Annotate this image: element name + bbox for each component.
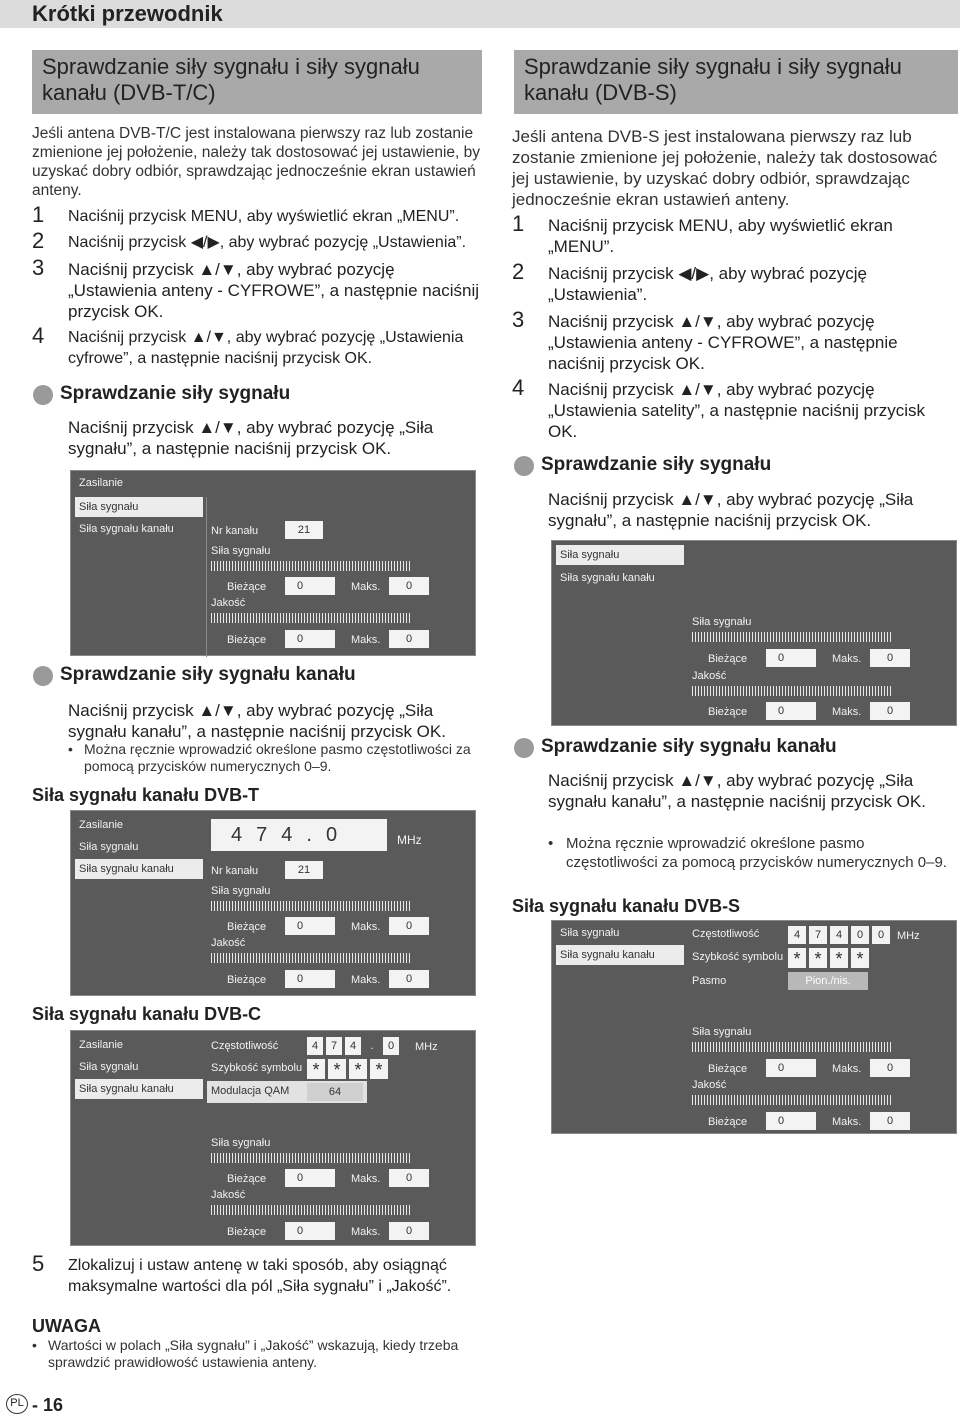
uwaga-heading: UWAGA: [32, 1316, 101, 1336]
quality-bar: [211, 1205, 411, 1215]
label-mhz: MHz: [415, 1041, 438, 1053]
label-biezace: Bieżące: [708, 1116, 748, 1128]
step-number: 4: [32, 323, 45, 348]
label-jakosc: Jakość: [692, 670, 727, 682]
menu-sila-kanalu: [556, 945, 684, 965]
symbol-rate-boxes[interactable]: [788, 948, 869, 968]
value-maks: 0: [389, 1222, 429, 1240]
left-step-2: [32, 228, 482, 254]
freq-digit: 0: [872, 926, 890, 944]
value-maks: 0: [870, 1059, 910, 1077]
step-number: 1: [32, 202, 45, 227]
label-sila: Siła sygnału: [211, 885, 271, 897]
left-sub2-heading: Sprawdzanie siły sygnału kanału: [60, 664, 356, 685]
symbol-digit: *: [328, 1059, 346, 1079]
value-maks: 0: [389, 1169, 429, 1187]
right-step-4: [512, 375, 958, 442]
value-nr-kanalu: 21: [285, 861, 323, 879]
menu-sila-kanalu: [75, 859, 203, 879]
label-nr-kanalu: Nr kanału: [211, 865, 259, 877]
label-biezace: Bieżące: [227, 634, 267, 646]
menu-label: Siła sygnału kanału: [79, 1083, 174, 1095]
freq-digit: 4: [830, 926, 848, 944]
step-text: Naciśnij przycisk ◀/▶, aby wybrać pozycję „Ustawienia”.: [68, 234, 467, 251]
freq-digit: 0: [325, 823, 338, 846]
right-sub2-text: Naciśnij przycisk ▲/▼, aby wybrać pozycję „Siła sygnału kanału”, a następnie naciśnij przycisk OK.: [548, 771, 926, 811]
menu-sila-kanalu: Siła sygnału kanału: [560, 572, 655, 584]
label-biezace: Bieżące: [227, 1173, 267, 1185]
step-text: Naciśnij przycisk ◀/▶, aby wybrać pozycję „Ustawienia”.: [548, 264, 868, 304]
left-section-title: Sprawdzanie siły sygnału i siły sygnału kanału (DVB-T/C): [32, 50, 482, 114]
right-section-title: Sprawdzanie siły sygnału i siły sygnału kanału (DVB-S): [514, 50, 958, 114]
osd-dvbt-screen: [70, 810, 476, 996]
value-qam: 64: [307, 1083, 363, 1101]
left-step-5: [32, 1251, 482, 1297]
symbol-digit: *: [307, 1059, 325, 1079]
value-biezace: 0: [285, 917, 335, 935]
label-sila: Siła sygnału: [211, 545, 271, 557]
right-sub2-heading: Sprawdzanie siły sygnału kanału: [541, 736, 837, 757]
label-maks: Maks.: [351, 974, 381, 986]
bullet-dot-icon: [514, 456, 534, 476]
symbol-digit: *: [370, 1059, 388, 1079]
right-step-1: [512, 211, 958, 257]
value-maks: 0: [870, 649, 910, 667]
dvbc-heading: Siła sygnału kanału DVB-C: [32, 1004, 262, 1024]
value-biezace: 0: [285, 1222, 335, 1240]
symbol-digit: *: [788, 948, 806, 968]
label-czestotliwosc: Częstotliwość: [692, 928, 760, 940]
label-czestotliwosc: Częstotliwość: [211, 1040, 279, 1052]
menu-zasilanie: Zasilanie: [79, 819, 124, 831]
osd-signal-screen: [70, 470, 476, 656]
label-maks: Maks.: [351, 1173, 381, 1185]
uwaga-note: • Wartości w polach „Siła sygnału” i „Jakość” wskazują, kiedy trzeba sprawdzić prawidłowość ustawienia anteny.: [32, 1337, 459, 1370]
value-nr-kanalu: 21: [285, 521, 323, 539]
bullet-dot-icon: [33, 385, 53, 405]
label-biezace: Bieżące: [227, 974, 267, 986]
dvbs-heading: Siła sygnału kanału DVB-S: [512, 896, 741, 916]
value-biezace: 0: [766, 702, 816, 720]
value-pasmo[interactable]: Pion./nis.: [788, 972, 868, 990]
signal-bar: [211, 561, 411, 571]
signal-bar: [211, 901, 411, 911]
frequency-display[interactable]: [211, 819, 387, 851]
osd-dvbs-screen: [551, 920, 957, 1134]
menu-sila-kanalu: Siła sygnału kanału: [79, 523, 174, 535]
value-maks: 0: [389, 917, 429, 935]
right-sub2-bullet: • Można ręcznie wprowadzić określone pasmo częstotliwości za pomocą przycisków numerycznych 0–9.: [548, 835, 947, 871]
bullet-text: Można ręcznie wprowadzić określone pasmo częstotliwości za pomocą przycisków numerycznych 0–9.: [566, 835, 947, 871]
step-text: Zlokalizuj i ustaw antenę w taki sposób, aby osiągnąć maksymalne wartości dla pól „Siła sygnału” i „Jakość”.: [68, 1257, 452, 1295]
label-sila: Siła sygnału: [692, 1026, 752, 1038]
label-jakosc: Jakość: [211, 1189, 246, 1201]
value-biezace: 0: [285, 577, 335, 595]
step-text: Naciśnij przycisk MENU, aby wyświetlić ekran „MENU”.: [68, 208, 460, 225]
left-sub2-bullet: • Można ręcznie wprowadzić określone pasmo częstotliwości za pomocą przycisków numerycznych 0–9.: [68, 741, 471, 774]
menu-sila-sygnalu: [75, 497, 203, 517]
menu-sila-sygnalu: Siła sygnału: [79, 841, 139, 853]
menu-sila-sygnalu: [556, 545, 684, 565]
header-bar: [0, 0, 960, 28]
freq-dot: .: [370, 1040, 374, 1052]
note-text: Wartości w polach „Siła sygnału” i „Jakość” wskazują, kiedy trzeba sprawdzić prawidłowość ustawienia anteny.: [48, 1337, 459, 1370]
step-number: 2: [512, 259, 525, 284]
menu-label: Siła sygnału kanału: [79, 863, 174, 875]
value-maks: 0: [870, 1112, 910, 1130]
step-text: Naciśnij przycisk ▲/▼, aby wybrać pozycję „Ustawienia cyfrowe”, a następnie naciśnij przycisk OK.: [68, 329, 464, 367]
step-text: Naciśnij przycisk ▲/▼, aby wybrać pozycję „Ustawienia anteny - CYFROWE”, a następnie naciśnij przycisk OK.: [548, 312, 898, 373]
freq-boxes[interactable]: [788, 926, 890, 944]
label-mhz: MHz: [897, 930, 920, 942]
left-intro: Jeśli antena DVB-T/C jest instalowana pierwszy raz lub zostanie zmienione jej położenie, należy tak dostosować jej ustawienie, by uzyskać dobry odbiór, sprawdzając jednocześnie ekran ustawień anteny.: [32, 125, 481, 199]
freq-digit: 4: [281, 823, 293, 846]
value-maks: 0: [389, 577, 429, 595]
signal-bar: [211, 1153, 411, 1163]
menu-sila-sygnalu: Siła sygnału: [560, 927, 620, 939]
label-jakosc: Jakość: [692, 1079, 727, 1091]
label-maks: Maks.: [351, 634, 381, 646]
freq-boxes[interactable]: [307, 1037, 399, 1055]
menu-sila-kanalu: [75, 1079, 203, 1099]
freq-digit: 0: [383, 1037, 399, 1055]
left-step-3: [32, 255, 482, 322]
quality-bar: [211, 953, 411, 963]
label-biezace: Bieżące: [227, 581, 267, 593]
value-biezace: 0: [766, 1059, 816, 1077]
bullet-dot-icon: [33, 666, 53, 686]
value-biezace: 0: [285, 630, 335, 648]
symbol-digit: *: [851, 948, 869, 968]
value-biezace: 0: [766, 1112, 816, 1130]
header-title: Krótki przewodnik: [32, 1, 223, 26]
bullet-dot-icon: [514, 738, 534, 758]
label-sila: Siła sygnału: [692, 616, 752, 628]
osd-sat-signal-screen: [551, 540, 957, 726]
step-number: 3: [32, 255, 45, 280]
label-szybkosc: Szybkość symbolu: [211, 1062, 303, 1074]
menu-zasilanie: Zasilanie: [79, 477, 124, 489]
left-step-4: [32, 323, 482, 369]
freq-dot: .: [306, 823, 312, 846]
value-maks: 0: [389, 970, 429, 988]
label-sila: Siła sygnału: [211, 1137, 271, 1149]
page-number: - 16: [32, 1395, 64, 1415]
quality-bar: [211, 613, 411, 623]
value-maks: 0: [870, 702, 910, 720]
step-number: 2: [32, 228, 45, 253]
step-number: 1: [512, 211, 525, 236]
freq-digit: 4: [788, 926, 806, 944]
label-maks: Maks.: [832, 653, 862, 665]
symbol-digit: *: [809, 948, 827, 968]
symbol-digit: *: [349, 1059, 367, 1079]
right-intro: Jeśli antena DVB-S jest instalowana pierwszy raz lub zostanie zmienione jej położenie, należy tak dostosować jej ustawienie, by uzyskać dobry odbiór, sprawdzając jednocześnie ekran ustawień anteny.: [512, 127, 938, 209]
freq-digit: 7: [256, 823, 268, 846]
step-number: 3: [512, 307, 525, 332]
step-text: Naciśnij przycisk MENU, aby wyświetlić ekran „MENU”.: [548, 216, 893, 256]
value-biezace: 0: [766, 649, 816, 667]
freq-digit: 7: [809, 926, 827, 944]
signal-bar: [692, 1042, 892, 1052]
label-maks: Maks.: [832, 1116, 862, 1128]
label-jakosc: Jakość: [211, 937, 246, 949]
label-jakosc: Jakość: [211, 597, 246, 609]
menu-zasilanie: Zasilanie: [79, 1039, 124, 1051]
right-sub1-text: Naciśnij przycisk ▲/▼, aby wybrać pozycję „Siła sygnału”, a następnie naciśnij przycisk OK.: [548, 490, 914, 530]
dvbt-heading: Siła sygnału kanału DVB-T: [32, 785, 260, 805]
right-step-2: [512, 259, 958, 305]
value-maks: 0: [389, 630, 429, 648]
right-step-3: [512, 307, 958, 374]
label-biezace: Bieżące: [708, 1063, 748, 1075]
freq-digit: 4: [345, 1037, 361, 1055]
freq-digit: 0: [851, 926, 869, 944]
value-biezace: 0: [285, 1169, 335, 1187]
label-pasmo: Pasmo: [692, 975, 727, 987]
step-text: Naciśnij przycisk ▲/▼, aby wybrać pozycję „Ustawienia satelity”, a następnie naciśnij przycisk OK.: [548, 380, 925, 441]
step-number: 5: [32, 1251, 45, 1276]
label-biezace: Bieżące: [227, 921, 267, 933]
label-qam: Modulacja QAM: [211, 1085, 290, 1097]
menu-sila-sygnalu: Siła sygnału: [79, 1061, 139, 1073]
bullet-text: Można ręcznie wprowadzić określone pasmo częstotliwości za pomocą przycisków numerycznych 0–9.: [84, 741, 471, 774]
label-biezace: Bieżące: [227, 1226, 267, 1238]
signal-bar: [692, 632, 892, 642]
label-maks: Maks.: [351, 1226, 381, 1238]
left-sub2-text: Naciśnij przycisk ▲/▼, aby wybrać pozycję „Siła sygnału kanału”, a następnie naciśnij przycisk OK.: [68, 701, 446, 741]
label-biezace: Bieżące: [708, 653, 748, 665]
freq-digit: 4: [307, 1037, 323, 1055]
left-sub1-heading: Sprawdzanie siły sygnału: [60, 383, 291, 404]
quality-bar: [692, 686, 892, 696]
freq-digit: 4: [231, 823, 243, 846]
symbol-digit: *: [830, 948, 848, 968]
value-biezace: 0: [285, 970, 335, 988]
quality-bar: [692, 1095, 892, 1105]
menu-label: Siła sygnału: [560, 549, 620, 561]
menu-label: Siła sygnału: [79, 501, 139, 513]
label-szybkosc: Szybkość symbolu: [692, 951, 784, 963]
label-mhz: MHz: [397, 833, 422, 847]
osd-dvbc-screen: [70, 1030, 476, 1246]
step-text: Naciśnij przycisk ▲/▼, aby wybrać pozycję „Ustawienia anteny - CYFROWE”, a następnie naciśnij przycisk OK.: [68, 260, 479, 321]
symbol-rate-boxes[interactable]: [307, 1059, 388, 1079]
menu-label: Siła sygnału kanału: [560, 949, 655, 961]
label-maks: Maks.: [351, 581, 381, 593]
label-biezace: Bieżące: [708, 706, 748, 718]
label-maks: Maks.: [832, 1063, 862, 1075]
left-step-1: [32, 202, 482, 228]
label-nr-kanalu: Nr kanału: [211, 525, 259, 537]
freq-digit: 7: [326, 1037, 342, 1055]
right-sub1-heading: Sprawdzanie siły sygnału: [541, 454, 772, 475]
left-sub1-text: Naciśnij przycisk ▲/▼, aby wybrać pozycję „Siła sygnału”, a następnie naciśnij przycisk OK.: [68, 418, 434, 458]
step-number: 4: [512, 375, 525, 400]
label-maks: Maks.: [351, 921, 381, 933]
label-maks: Maks.: [832, 706, 862, 718]
pl-badge: PL: [6, 1394, 28, 1414]
